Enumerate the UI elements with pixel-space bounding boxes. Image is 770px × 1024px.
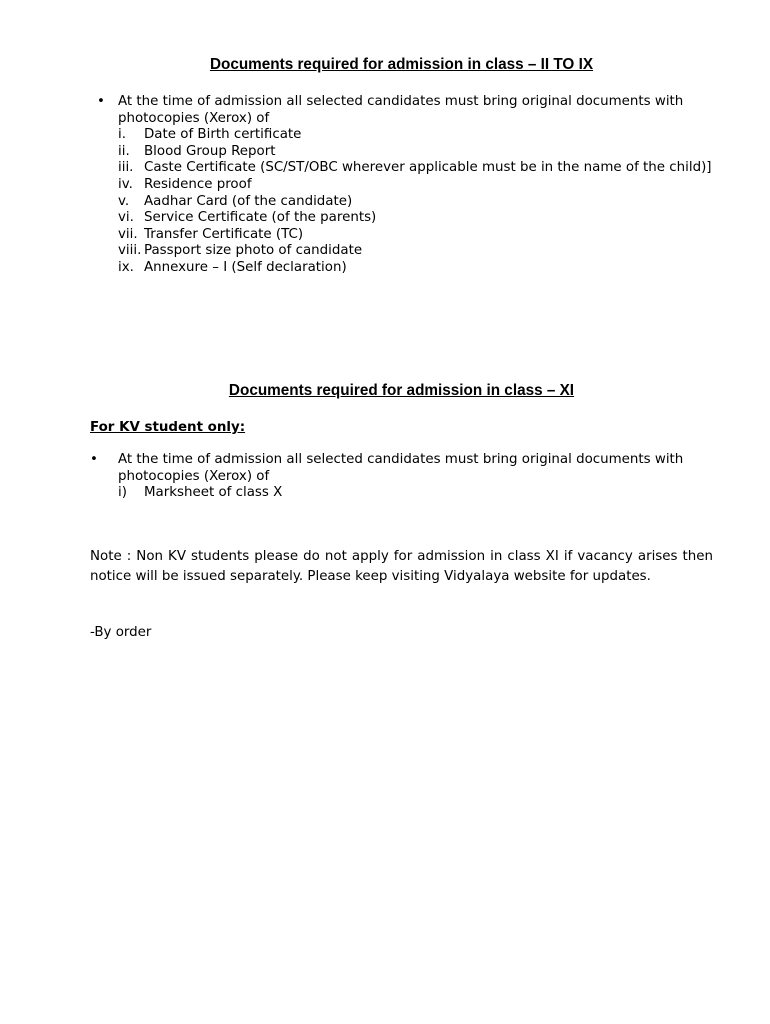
list-item (90, 243, 713, 260)
list-text: Service Certificate (of the parents) (144, 210, 377, 226)
list-item (90, 160, 713, 177)
bullet-icon: • (90, 452, 98, 467)
section1-list (90, 94, 713, 277)
section2-list (90, 452, 713, 502)
list-item (90, 144, 713, 161)
list-number: iii. (118, 160, 134, 176)
section2-intro: At the time of admission all selected candidates must bring original documents with photocopies (Xerox) of (118, 452, 684, 484)
list-number: vi. (118, 210, 134, 226)
list-text: Residence proof (144, 176, 252, 192)
list-text: Aadhar Card (of the candidate) (144, 193, 353, 209)
section2-subheading: For KV student only: (90, 420, 246, 435)
list-number: ix. (118, 259, 134, 275)
section1-bullet-item (90, 94, 713, 127)
section1-document-list (90, 127, 713, 276)
list-item (90, 485, 713, 502)
section2-bullet-item (90, 452, 713, 485)
list-text: Caste Certificate (SC/ST/OBC wherever applicable must be in the name of the child)] (144, 160, 712, 176)
bullet-icon: • (97, 94, 105, 109)
list-text: Marksheet of class X (144, 485, 283, 501)
list-item (90, 260, 713, 277)
list-number: viii. (118, 243, 142, 259)
list-number: v. (118, 193, 130, 209)
list-text: Blood Group Report (144, 143, 276, 159)
list-text: Date of Birth certificate (144, 127, 302, 143)
section1-intro: At the time of admission all selected candidates must bring original documents with photocopies (Xerox) of (118, 94, 684, 126)
list-item (90, 177, 713, 194)
note-paragraph: Note : Non KV students please do not apply for admission in class XI if vacancy arises then notice will be issued separately. Please keep visiting Vidyalaya website for updates. (90, 549, 713, 584)
list-number: i) (118, 485, 127, 501)
section2-document-list (90, 485, 713, 502)
list-text: Annexure – I (Self declaration) (144, 259, 347, 275)
list-item (90, 227, 713, 244)
list-number: ii. (118, 143, 130, 159)
section1-title: Documents required for admission in class – II TO IX (209, 56, 594, 73)
signoff: -By order (90, 625, 152, 640)
list-text: Passport size photo of candidate (144, 243, 363, 259)
list-item (90, 210, 713, 227)
section2-title: Documents required for admission in class – XI (228, 382, 575, 399)
list-number: iv. (118, 176, 133, 192)
list-number: vii. (118, 226, 138, 242)
list-text: Transfer Certificate (TC) (144, 226, 304, 242)
list-item (90, 127, 713, 144)
list-item (90, 194, 713, 211)
list-number: i. (118, 127, 126, 143)
